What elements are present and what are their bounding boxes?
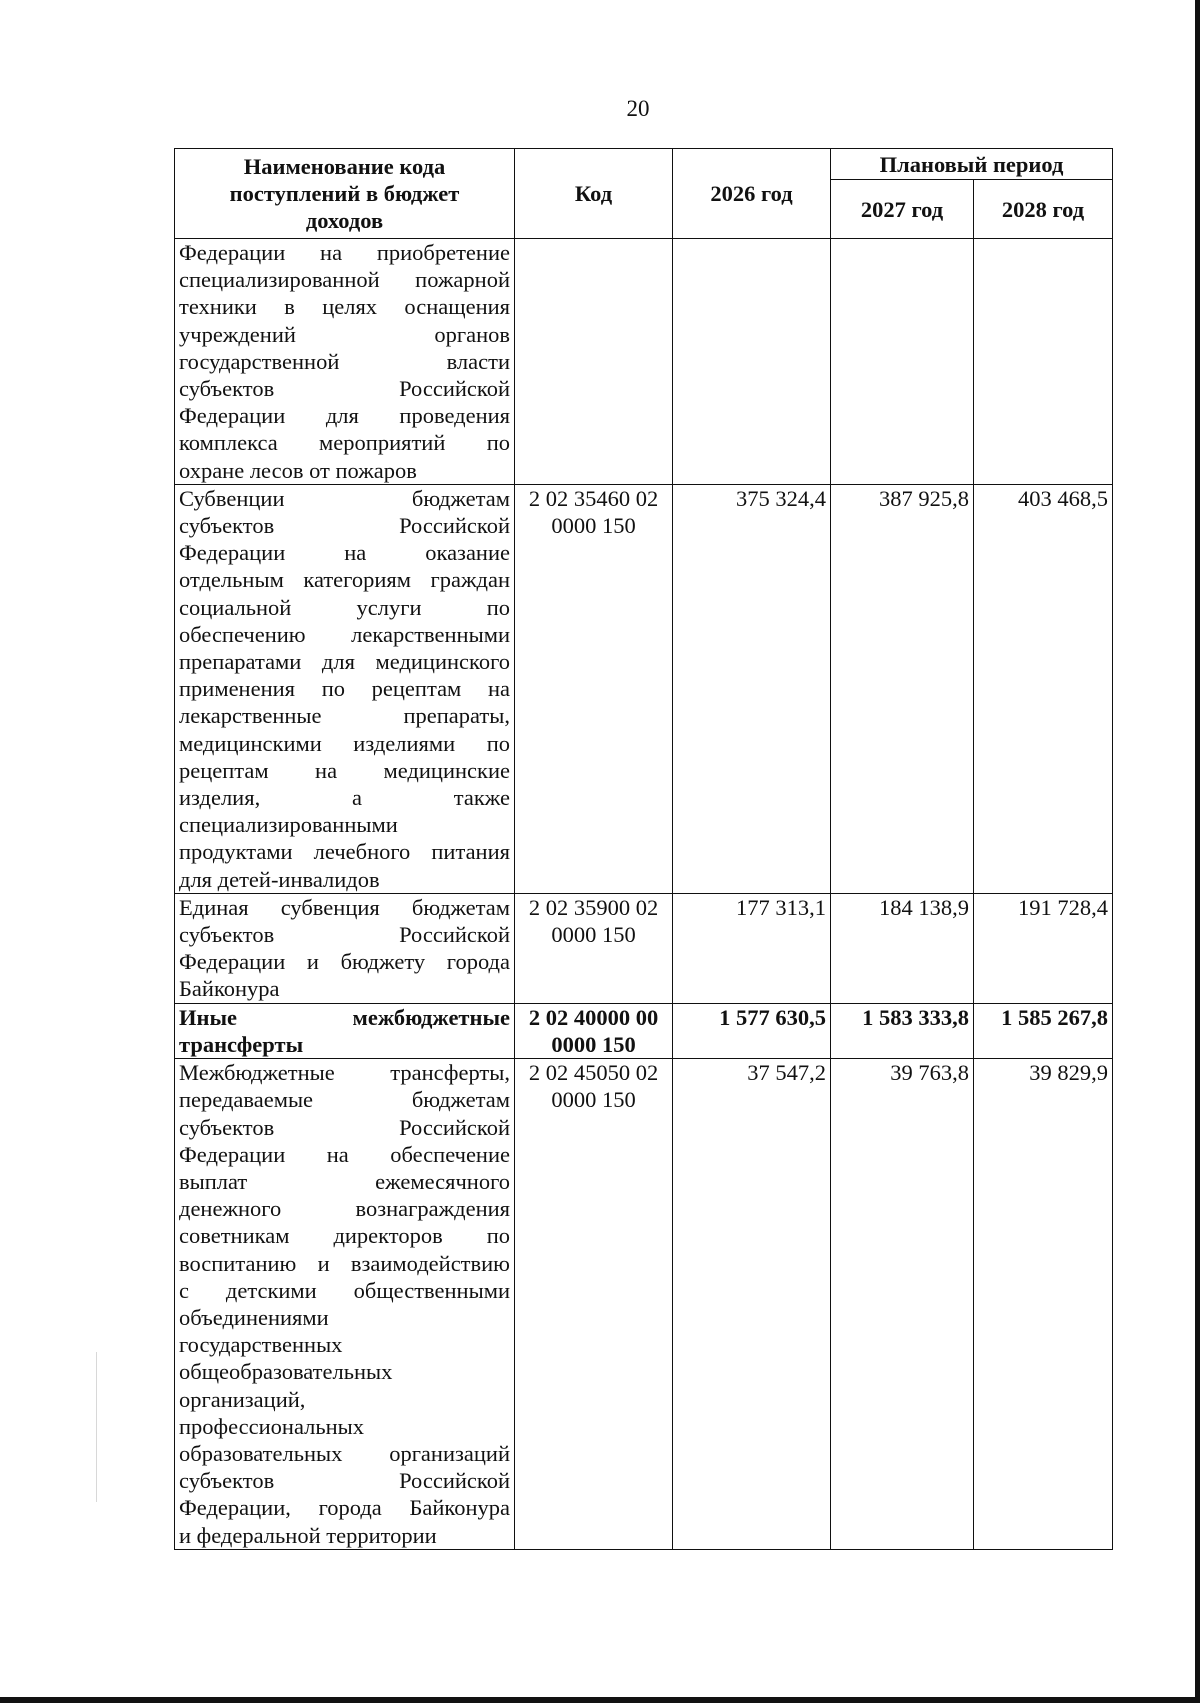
row-name	[175, 1059, 515, 1550]
row-code-line: 2 02 40000 00	[528, 1004, 659, 1030]
row-value-2026: 177 313,1	[673, 893, 831, 1003]
scan-edge-bottom	[0, 1697, 1200, 1703]
table-row	[175, 893, 1113, 1003]
row-name-line: охране лесов от пожаров	[179, 457, 417, 483]
row-name-line: общеобразовательных	[179, 1359, 393, 1385]
row-value-2028	[974, 239, 1113, 485]
row-name-line: Федерации на оказание	[179, 540, 510, 566]
row-name-line: субъектов Российской	[179, 513, 510, 539]
row-code-line: 0000 150	[551, 1031, 636, 1057]
row-value-2028: 191 728,4	[974, 893, 1113, 1003]
row-code-line: 0000 150	[551, 922, 636, 948]
row-value-2026	[673, 239, 831, 485]
row-name-line: Субвенции бюджетам	[179, 485, 510, 511]
scan-margin-line	[96, 1352, 97, 1502]
row-name-line: лекарственные препараты,	[179, 703, 510, 729]
row-name-line: для детей-инвалидов	[179, 866, 380, 892]
row-name-line: объединениями	[179, 1304, 329, 1330]
row-name-line: Межбюджетные трансферты,	[179, 1060, 510, 1086]
row-code-line: 2 02 45050 02	[528, 1060, 659, 1086]
row-name	[175, 1003, 515, 1058]
row-name-line: рецептам на медицинские	[179, 757, 510, 783]
row-value-2027: 1 583 333,8	[831, 1003, 974, 1058]
row-name-line: обеспечению лекарственными	[179, 621, 510, 647]
row-value-2027: 387 925,8	[831, 484, 974, 893]
row-name-line: учреждений органов	[179, 321, 510, 347]
table-row	[175, 1003, 1113, 1058]
row-code	[515, 1059, 673, 1550]
scan-edge-right	[1195, 0, 1200, 1703]
table-body	[175, 239, 1113, 1550]
revenue-table	[174, 148, 1113, 1550]
row-name-line: субъектов Российской	[179, 1468, 510, 1494]
table-row	[175, 484, 1113, 893]
row-value-2028: 39 829,9	[974, 1059, 1113, 1550]
row-name-line: применения по рецептам на	[179, 676, 510, 702]
row-code-line: 2 02 35460 02	[528, 485, 659, 511]
row-name-line: субъектов Российской	[179, 376, 510, 402]
row-name-line: Иные межбюджетные	[179, 1004, 510, 1030]
row-name-line: государственной власти	[179, 348, 510, 374]
row-name-line: трансферты	[179, 1031, 304, 1057]
row-name-line: воспитанию и взаимодействию	[179, 1250, 510, 1276]
page-number: 20	[626, 96, 650, 121]
row-name-line: советникам директоров по	[179, 1223, 510, 1249]
row-name-line: техники в целях оснащения	[179, 294, 510, 320]
row-name-line: Байконура	[179, 976, 280, 1002]
header-code: Код	[515, 149, 673, 239]
row-name-line: Федерации для проведения	[179, 403, 510, 429]
table-row	[175, 239, 1113, 485]
header-2027: 2027 год	[831, 180, 974, 239]
row-name-line: и федеральной территории	[179, 1522, 437, 1548]
row-code	[515, 1003, 673, 1058]
row-name-line: денежного вознаграждения	[179, 1196, 510, 1222]
row-name-line: комплекса мероприятий по	[179, 430, 510, 456]
row-name-line: профессиональных	[179, 1413, 365, 1439]
row-code-line: 2 02 35900 02	[528, 894, 659, 920]
row-name	[175, 239, 515, 485]
row-value-2027: 39 763,8	[831, 1059, 974, 1550]
row-value-2026: 1 577 630,5	[673, 1003, 831, 1058]
row-value-2028: 1 585 267,8	[974, 1003, 1113, 1058]
row-value-2027	[831, 239, 974, 485]
row-name-line: субъектов Российской	[179, 1114, 510, 1140]
row-name-line: специализированными	[179, 812, 398, 838]
row-name-line: образовательных организаций	[179, 1440, 510, 1466]
row-name-line: Федерации и бюджету города	[179, 949, 510, 975]
header-2026: 2026 год	[673, 149, 831, 239]
row-name-line: Федерации на обеспечение	[179, 1141, 510, 1167]
row-name	[175, 893, 515, 1003]
row-value-2026: 37 547,2	[673, 1059, 831, 1550]
row-name	[175, 484, 515, 893]
row-code	[515, 239, 673, 485]
row-value-2028: 403 468,5	[974, 484, 1113, 893]
row-value-2026: 375 324,4	[673, 484, 831, 893]
row-code	[515, 484, 673, 893]
row-name-line: специализированной пожарной	[179, 267, 510, 293]
row-name-line: выплат ежемесячного	[179, 1168, 510, 1194]
row-value-2027: 184 138,9	[831, 893, 974, 1003]
row-name-line: субъектов Российской	[179, 922, 510, 948]
row-name-line: отдельным категориям граждан	[179, 567, 510, 593]
header-planning-period: Плановый период	[831, 149, 1113, 180]
row-name-line: Единая субвенция бюджетам	[179, 894, 510, 920]
header-2028: 2028 год	[974, 180, 1113, 239]
row-name-line: государственных	[179, 1332, 343, 1358]
row-code-line: 0000 150	[551, 1087, 636, 1113]
row-code-line: 0000 150	[551, 513, 636, 539]
row-name-line: продуктами лечебного питания	[179, 839, 510, 865]
row-name-line: препаратами для медицинского	[179, 649, 510, 675]
header-name: Наименование кода поступлений в бюджет доходов	[175, 149, 515, 239]
row-name-line: передаваемые бюджетам	[179, 1087, 510, 1113]
row-name-line: изделия, а также	[179, 785, 510, 811]
row-code	[515, 893, 673, 1003]
table-row	[175, 1059, 1113, 1550]
row-name-line: Федерации на приобретение	[179, 240, 510, 265]
row-name-line: с детскими общественными	[179, 1277, 510, 1303]
row-name-line: организаций,	[179, 1386, 306, 1412]
row-name-line: медицинскими изделиями по	[179, 730, 510, 756]
row-name-line: социальной услуги по	[179, 594, 510, 620]
row-name-line: Федерации, города Байконура	[179, 1495, 510, 1521]
table-header	[175, 149, 1113, 239]
